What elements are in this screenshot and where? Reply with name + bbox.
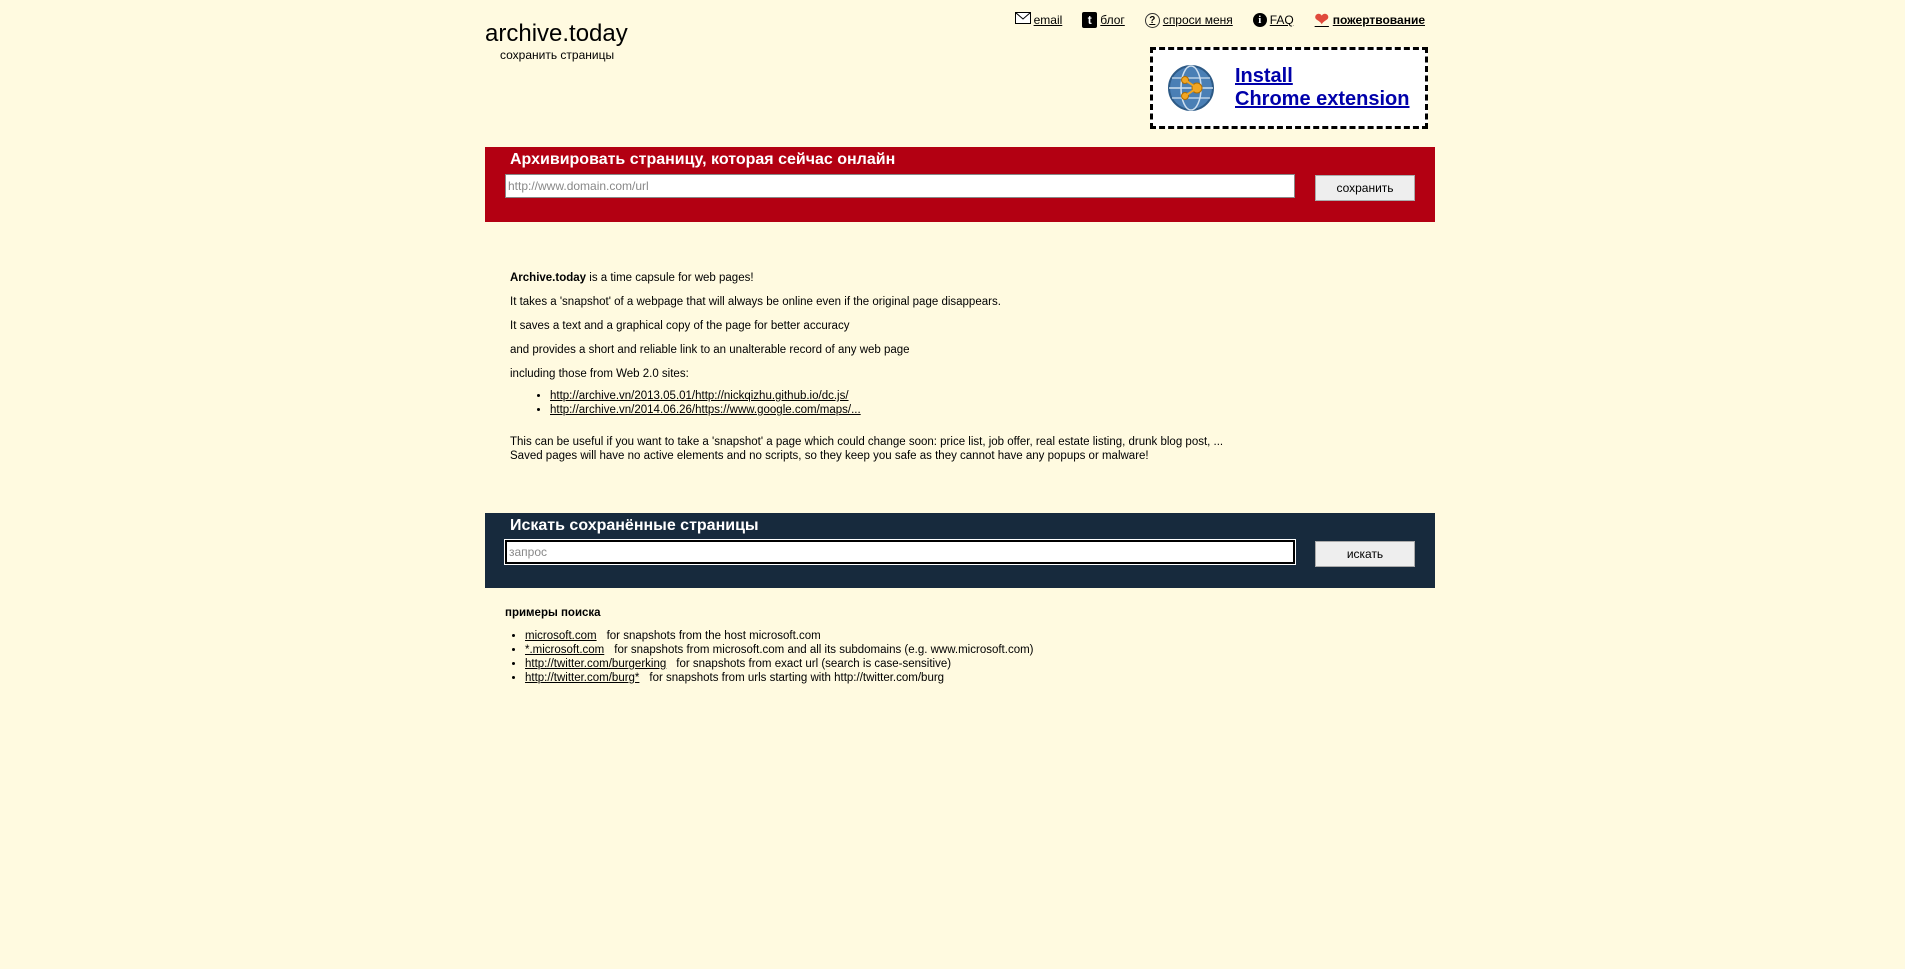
usage-line: Saved pages will have no active elements and no scripts, so they keep you safe as they cannot have any popups or malware! xyxy=(510,450,1149,462)
chrome-extension-line: Chrome extension xyxy=(1235,88,1410,110)
save-button[interactable]: сохранить xyxy=(1315,175,1415,201)
nav-email-link[interactable] xyxy=(1015,12,1063,28)
question-icon: ? xyxy=(1145,13,1160,28)
install-extension-link[interactable] xyxy=(1235,65,1409,111)
tumblr-icon: t xyxy=(1082,12,1097,28)
example-description: for snapshots from microsoft.com and all its subdomains (e.g. www.microsoft.com) xyxy=(614,644,1034,656)
page xyxy=(485,0,1435,969)
logo[interactable] xyxy=(485,20,628,62)
nav-donate-link[interactable] xyxy=(1314,12,1425,28)
search-button[interactable]: искать xyxy=(1315,541,1415,567)
about-line: It saves a text and a graphical copy of the page for better accuracy xyxy=(510,320,850,332)
about-line: and provides a short and reliable link to an unalterable record of any web page xyxy=(510,344,910,356)
nav-ask-label: спроси меня xyxy=(1162,13,1233,27)
site-subtitle: сохранить страницы xyxy=(500,48,615,62)
list-item xyxy=(550,403,1410,417)
site-title[interactable]: archive.today xyxy=(485,20,628,47)
example-query-link[interactable]: microsoft.com xyxy=(525,630,597,642)
envelope-icon xyxy=(1015,12,1031,28)
example-query-link[interactable]: http://twitter.com/burgerking xyxy=(525,658,667,670)
example-description: for snapshots from exact url (search is case-sensitive) xyxy=(676,658,952,670)
nav-faq-link[interactable] xyxy=(1253,13,1294,27)
example-archive-links xyxy=(510,389,1410,417)
about-intro xyxy=(510,266,1410,290)
nav-donate-label: пожертвование xyxy=(1332,13,1425,27)
list-item xyxy=(550,389,1410,403)
info-icon: i xyxy=(1253,13,1267,27)
example-archive-link[interactable]: http://archive.vn/2013.05.01/http://nickqizhu.github.io/dc.js/ xyxy=(550,390,849,402)
about-intro-text: is a time capsule for web pages! xyxy=(586,272,754,284)
search-input[interactable] xyxy=(505,540,1295,564)
chrome-extension-banner[interactable] xyxy=(1150,47,1428,129)
about-section xyxy=(510,266,1410,463)
list-item xyxy=(525,671,1034,685)
example-description: for snapshots from urls starting with http://twitter.com/burg xyxy=(649,672,945,684)
list-item xyxy=(525,629,1034,643)
nav-blog-link[interactable] xyxy=(1082,12,1125,28)
usage-line: This can be useful if you want to take a 'snapshot' a page which could change soon: price list, job offer, real estate listing, drunk blog post, ... xyxy=(510,436,1224,448)
search-examples xyxy=(505,607,1034,685)
search-examples-title: примеры поиска xyxy=(505,607,601,619)
archive-form-title: Архивировать страницу, которая сейчас онлайн xyxy=(510,151,896,168)
example-description: for snapshots from the host microsoft.com xyxy=(606,630,821,642)
list-item xyxy=(525,657,1034,671)
nav-ask-link[interactable] xyxy=(1145,13,1233,28)
search-examples-list xyxy=(505,629,1034,685)
example-query-link[interactable]: http://twitter.com/burg* xyxy=(525,672,640,684)
heart-icon: ❤ xyxy=(1314,10,1329,29)
list-item xyxy=(525,643,1034,657)
about-brand: Archive.today xyxy=(510,272,587,284)
top-nav xyxy=(1015,12,1425,28)
install-line: Install xyxy=(1235,65,1293,87)
example-archive-link[interactable]: http://archive.vn/2014.06.26/https://www.google.com/maps/... xyxy=(550,404,861,416)
about-usage xyxy=(510,435,1410,463)
about-line: It takes a 'snapshot' of a webpage that will always be online even if the original page disappears. xyxy=(510,296,1001,308)
archive-url-input[interactable] xyxy=(505,174,1295,198)
nav-email-label: email xyxy=(1033,13,1063,27)
nav-faq-label: FAQ xyxy=(1269,13,1294,27)
nav-blog-label: блог xyxy=(1100,13,1125,27)
archive-form xyxy=(485,147,1435,222)
search-form-title: Искать сохранённые страницы xyxy=(510,517,759,534)
example-query-link[interactable]: *.microsoft.com xyxy=(525,644,605,656)
about-line: including those from Web 2.0 sites: xyxy=(510,368,689,380)
search-form xyxy=(485,513,1435,588)
globe-share-icon xyxy=(1167,64,1215,112)
